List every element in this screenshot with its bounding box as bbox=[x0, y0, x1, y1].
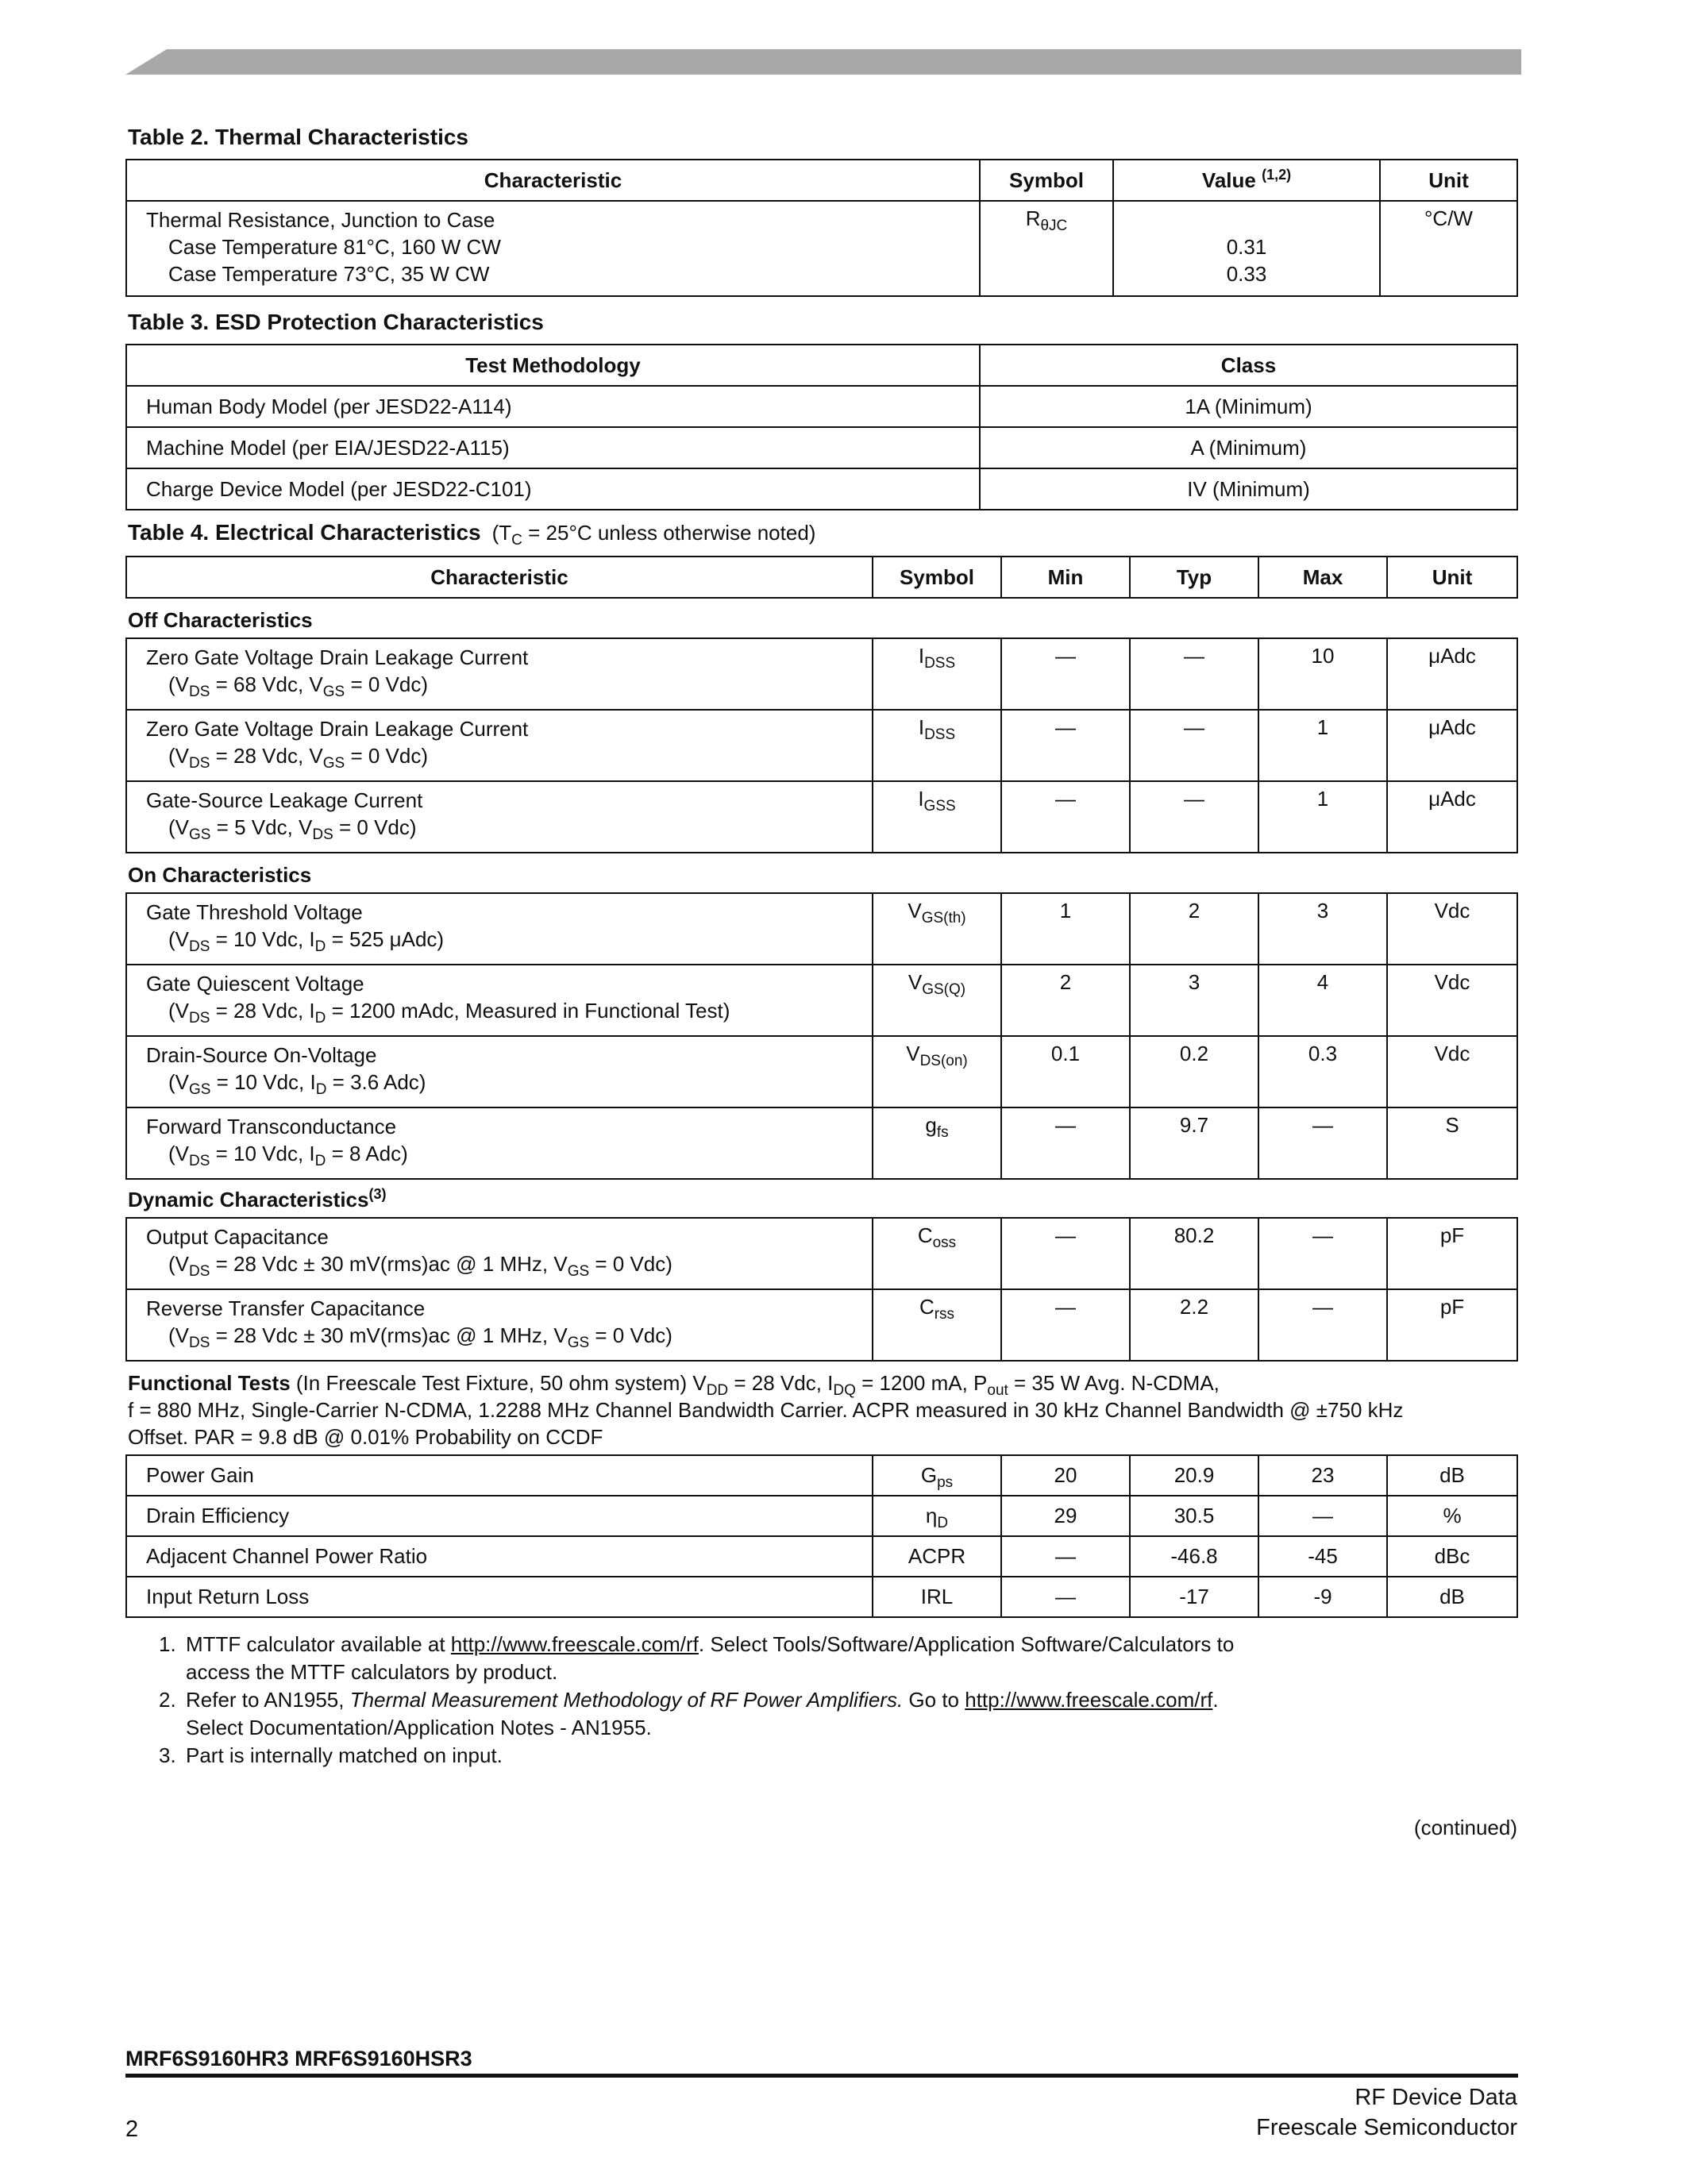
unit-cell: dB bbox=[1387, 1455, 1517, 1496]
symbol-cell: $V_{DS(on)}$ bbox=[873, 1036, 1001, 1107]
thermal-table bbox=[125, 159, 1518, 297]
symbol-cell: IRL bbox=[873, 1577, 1001, 1617]
footnote-1: 1. MTTF calculator available at http://www.freescale.com/rf. Select Tools/Software/Application Software/Calculators to access the MTTF calculators by product. bbox=[159, 1632, 1235, 1684]
footnote-2: 2. Refer to AN1955, Thermal Measurement Methodology of RF Power Amplifiers. Go to http://www.freescale.com/rf. Select Documentation/Application Notes - AN1955. bbox=[159, 1688, 1219, 1739]
table-header-row bbox=[126, 345, 1517, 386]
table-header-row bbox=[126, 160, 1517, 201]
typ-cell: 2 bbox=[1130, 893, 1258, 965]
characteristic-cell: Reverse Transfer Capacitance ($V_{DS} = 28$ Vdc ± 30 mV(rms)ac @ 1 MHz, $V_{GS} = 0$ Vdc) bbox=[126, 1289, 873, 1361]
unit-cell: μAdc bbox=[1387, 710, 1517, 781]
page-number: 2 bbox=[125, 2117, 139, 2142]
min-cell: — bbox=[1001, 1289, 1130, 1361]
max-cell: — bbox=[1258, 1107, 1387, 1179]
footer-rule bbox=[125, 2074, 1518, 2078]
typ-cell: 30.5 bbox=[1130, 1496, 1258, 1536]
footer-company: Freescale Semiconductor bbox=[1256, 2115, 1517, 2140]
esd-class: 1A (Minimum) bbox=[980, 386, 1517, 427]
max-cell: — bbox=[1258, 1496, 1387, 1536]
esd-class: A (Minimum) bbox=[980, 427, 1517, 468]
typ-cell: 2.2 bbox=[1130, 1289, 1258, 1361]
symbol-cell: $\eta_D$ bbox=[873, 1496, 1001, 1536]
table4-caption: Table 4. Electrical Characteristics ($T_C = 25^\circ C$ unless otherwise noted) bbox=[128, 520, 816, 549]
symbol-cell: $g_{fs}$ bbox=[873, 1107, 1001, 1179]
thermal-values: 0.31 0.33 bbox=[1113, 201, 1380, 296]
max-cell: -45 bbox=[1258, 1536, 1387, 1577]
characteristic-cell: Power Gain bbox=[126, 1455, 873, 1496]
unit-cell: pF bbox=[1387, 1289, 1517, 1361]
characteristic-cell: Input Return Loss bbox=[126, 1577, 873, 1617]
table-row bbox=[126, 893, 1517, 965]
max-cell: 1 bbox=[1258, 781, 1387, 853]
table-row bbox=[126, 1455, 1517, 1496]
esd-method: Charge Device Model (per JESD22-C101) bbox=[126, 468, 980, 510]
table-row bbox=[126, 781, 1517, 853]
header-unit: Unit bbox=[1387, 557, 1517, 598]
max-cell: -9 bbox=[1258, 1577, 1387, 1617]
characteristic-cell: Gate Quiescent Voltage ($V_{DS} = 28$ Vdc, $I_D = 1200$ mAdc, Measured in Functional Test) bbox=[126, 965, 873, 1036]
esd-method: Human Body Model (per JESD22-A114) bbox=[126, 386, 980, 427]
symbol-cell: ACPR bbox=[873, 1536, 1001, 1577]
freescale-link[interactable]: http://www.freescale.com/rf bbox=[965, 1688, 1213, 1712]
table3-caption: Table 3. ESD Protection Characteristics bbox=[128, 310, 544, 334]
symbol-cell: $V_{GS(th)}$ bbox=[873, 893, 1001, 965]
unit-cell: Vdc bbox=[1387, 965, 1517, 1036]
characteristic-cell: Forward Transconductance ($V_{DS} = 10$ Vdc, $I_D = 8$ Adc) bbox=[126, 1107, 873, 1179]
max-cell: 23 bbox=[1258, 1455, 1387, 1496]
header-symbol: Symbol bbox=[980, 160, 1113, 201]
header-max: Max bbox=[1258, 557, 1387, 598]
min-cell: — bbox=[1001, 1577, 1130, 1617]
characteristic-cell: Drain-Source On-Voltage ($V_{GS} = 10$ Vdc, $I_D = 3.6$ Adc) bbox=[126, 1036, 873, 1107]
typ-cell: 80.2 bbox=[1130, 1218, 1258, 1289]
max-cell: 3 bbox=[1258, 893, 1387, 965]
table-row bbox=[126, 386, 1517, 427]
min-cell: 0.1 bbox=[1001, 1036, 1130, 1107]
characteristic-cell: Gate-Source Leakage Current ($V_{GS} = 5$ Vdc, $V_{DS} = 0$ Vdc) bbox=[126, 781, 873, 853]
characteristic-cell: Gate Threshold Voltage ($V_{DS} = 10$ Vdc, $I_D = 525$ μAdc) bbox=[126, 893, 873, 965]
table-row bbox=[126, 1536, 1517, 1577]
table-row bbox=[126, 1107, 1517, 1179]
symbol-cell: $C_{rss}$ bbox=[873, 1289, 1001, 1361]
table-row bbox=[126, 1289, 1517, 1361]
table-row bbox=[126, 201, 1517, 296]
typ-cell: — bbox=[1130, 710, 1258, 781]
unit-cell: Vdc bbox=[1387, 1036, 1517, 1107]
table-row bbox=[126, 965, 1517, 1036]
min-cell: 29 bbox=[1001, 1496, 1130, 1536]
dynamic-characteristics-table bbox=[125, 1217, 1518, 1362]
min-cell: — bbox=[1001, 781, 1130, 853]
off-characteristics-table bbox=[125, 637, 1518, 853]
functional-tests-table bbox=[125, 1454, 1518, 1618]
typ-cell: 20.9 bbox=[1130, 1455, 1258, 1496]
table-row bbox=[126, 710, 1517, 781]
typ-cell: -17 bbox=[1130, 1577, 1258, 1617]
unit-cell: μAdc bbox=[1387, 781, 1517, 853]
unit-cell: Vdc bbox=[1387, 893, 1517, 965]
thermal-symbol: $R_{\theta JC}$ bbox=[980, 201, 1113, 296]
typ-cell: -46.8 bbox=[1130, 1536, 1258, 1577]
header-unit: Unit bbox=[1380, 160, 1517, 201]
esd-table bbox=[125, 344, 1518, 510]
table4-condition-note: ($T_C = 25^\circ C$ unless otherwise noted) bbox=[491, 521, 816, 549]
max-cell: — bbox=[1258, 1218, 1387, 1289]
max-cell: — bbox=[1258, 1289, 1387, 1361]
freescale-link[interactable]: http://www.freescale.com/rf bbox=[450, 1632, 699, 1656]
table-row bbox=[126, 1577, 1517, 1617]
thermal-unit: °C/W bbox=[1380, 201, 1517, 296]
symbol-cell: $I_{DSS}$ bbox=[873, 710, 1001, 781]
footer-part-number: MRF6S9160HR3 MRF6S9160HSR3 bbox=[125, 2047, 472, 2070]
footnotes bbox=[159, 1631, 1524, 1770]
esd-method: Machine Model (per EIA/JESD22-A115) bbox=[126, 427, 980, 468]
symbol-cell: $V_{GS(Q)}$ bbox=[873, 965, 1001, 1036]
table-row bbox=[126, 638, 1517, 710]
header-symbol: Symbol bbox=[873, 557, 1001, 598]
symbol-cell: $G_{ps}$ bbox=[873, 1455, 1001, 1496]
min-cell: 2 bbox=[1001, 965, 1130, 1036]
thermal-characteristic: Thermal Resistance, Junction to Case Case Temperature 81°C, 160 W CW Case Temperature 73°C, 35 W CW bbox=[126, 201, 980, 296]
characteristic-cell: Zero Gate Voltage Drain Leakage Current ($V_{DS} = 28$ Vdc, $V_{GS} = 0$ Vdc) bbox=[126, 710, 873, 781]
table-row bbox=[126, 1496, 1517, 1536]
table-header-row bbox=[126, 557, 1517, 598]
table-row bbox=[126, 427, 1517, 468]
characteristic-cell: Adjacent Channel Power Ratio bbox=[126, 1536, 873, 1577]
table-row bbox=[126, 1036, 1517, 1107]
header-characteristic: Characteristic bbox=[126, 557, 873, 598]
typ-cell: 3 bbox=[1130, 965, 1258, 1036]
on-characteristics-table bbox=[125, 892, 1518, 1180]
table2-caption: Table 2. Thermal Characteristics bbox=[128, 125, 468, 149]
characteristic-cell: Drain Efficiency bbox=[126, 1496, 873, 1536]
min-cell: — bbox=[1001, 710, 1130, 781]
unit-cell: dBc bbox=[1387, 1536, 1517, 1577]
continued-label: (continued) bbox=[1413, 1816, 1517, 1839]
on-characteristics-title: On Characteristics bbox=[128, 863, 312, 887]
footer-rf-device-data: RF Device Data bbox=[1355, 2085, 1517, 2110]
min-cell: — bbox=[1001, 1536, 1130, 1577]
symbol-cell: $I_{GSS}$ bbox=[873, 781, 1001, 853]
table-row bbox=[126, 1218, 1517, 1289]
symbol-cell: $I_{DSS}$ bbox=[873, 638, 1001, 710]
header-typ: Typ bbox=[1130, 557, 1258, 598]
esd-class: IV (Minimum) bbox=[980, 468, 1517, 510]
header-test-methodology: Test Methodology bbox=[126, 345, 980, 386]
min-cell: 1 bbox=[1001, 893, 1130, 965]
typ-cell: 9.7 bbox=[1130, 1107, 1258, 1179]
dynamic-characteristics-title: Dynamic Characteristics$^{(3)}$ bbox=[128, 1186, 387, 1211]
max-cell: 1 bbox=[1258, 710, 1387, 781]
characteristic-cell: Zero Gate Voltage Drain Leakage Current ($V_{DS} = 68$ Vdc, $V_{GS} = 0$ Vdc) bbox=[126, 638, 873, 710]
min-cell: — bbox=[1001, 1218, 1130, 1289]
max-cell: 10 bbox=[1258, 638, 1387, 710]
typ-cell: 0.2 bbox=[1130, 1036, 1258, 1107]
functional-tests-description: Functional Tests (In Freescale Test Fixture, 50 ohm system) $V_{DD} = 28$ Vdc, $I_{DQ} = 1200$ mA, $P_{out} = 35$ W Avg. N-CDMA, f = 880 MHz, Single-Carrier N-CDMA, 1.2288 MHz Channel Bandwidth Carrier. ACPR measured in 30 kHz Channel Bandwidth @ ±750 kHz Offset. PAR = 9.8 dB @ 0.01% Probability on CCDF bbox=[128, 1371, 1404, 1449]
typ-cell: — bbox=[1130, 638, 1258, 710]
header-min: Min bbox=[1001, 557, 1130, 598]
unit-cell: μAdc bbox=[1387, 638, 1517, 710]
unit-cell: pF bbox=[1387, 1218, 1517, 1289]
max-cell: 0.3 bbox=[1258, 1036, 1387, 1107]
off-characteristics-title: Off Characteristics bbox=[128, 608, 313, 632]
electrical-header-table bbox=[125, 556, 1518, 599]
header-class: Class bbox=[980, 345, 1517, 386]
symbol-cell: $C_{oss}$ bbox=[873, 1218, 1001, 1289]
characteristic-cell: Output Capacitance ($V_{DS} = 28$ Vdc ± 30 mV(rms)ac @ 1 MHz, $V_{GS} = 0$ Vdc) bbox=[126, 1218, 873, 1289]
min-cell: — bbox=[1001, 1107, 1130, 1179]
unit-cell: S bbox=[1387, 1107, 1517, 1179]
header-banner bbox=[125, 49, 1521, 75]
min-cell: — bbox=[1001, 638, 1130, 710]
table-row bbox=[126, 468, 1517, 510]
unit-cell: dB bbox=[1387, 1577, 1517, 1617]
unit-cell: % bbox=[1387, 1496, 1517, 1536]
footnote-3: 3. Part is internally matched on input. bbox=[159, 1743, 503, 1767]
header-value: Value $^{(1,2)}$ bbox=[1113, 160, 1380, 201]
max-cell: 4 bbox=[1258, 965, 1387, 1036]
min-cell: 20 bbox=[1001, 1455, 1130, 1496]
header-characteristic: Characteristic bbox=[126, 160, 980, 201]
typ-cell: — bbox=[1130, 781, 1258, 853]
